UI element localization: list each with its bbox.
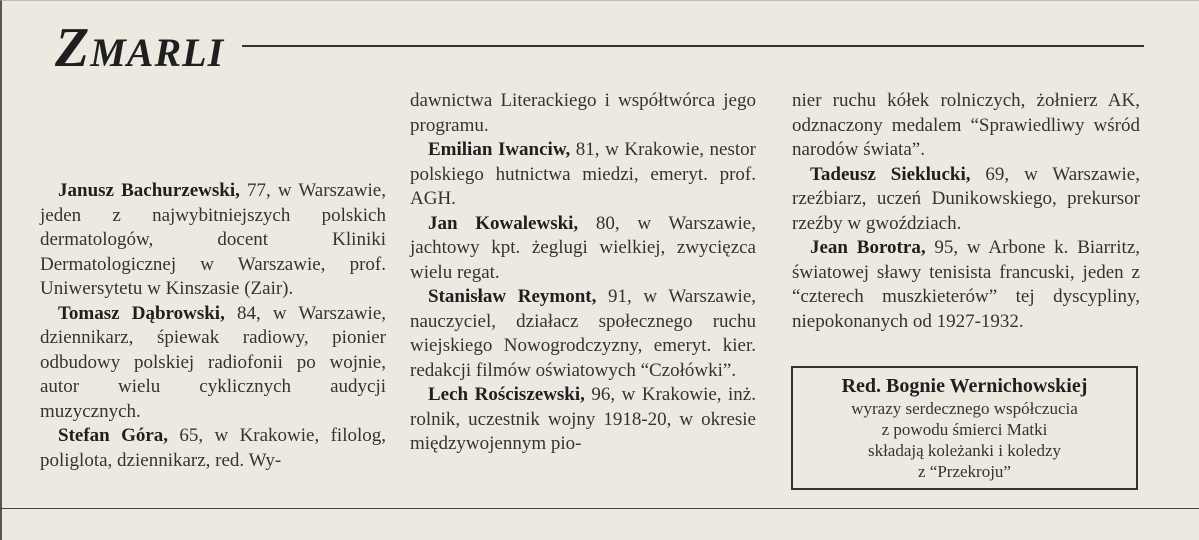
entry-continuation: dawnictwa Literackiego i współtwórca jego programu. xyxy=(410,90,756,136)
entry-name: Stefan Góra, xyxy=(58,425,169,446)
obituary-entry xyxy=(40,424,386,473)
obituary-entry xyxy=(410,138,756,212)
obituary-entry xyxy=(410,383,756,457)
column-3 xyxy=(792,89,1140,334)
entry-name: Tomasz Dąbrowski, xyxy=(58,302,225,324)
entry-text: 69, w Warszawie, rzeźbiarz, uczeń Dunikowskiego, prekursor rzeźby w gwoździach. xyxy=(792,163,1140,234)
entry-text: 77, w Warszawie, jeden z najwybitniejszych polskich dermatologów, docent Kliniki Dermatologicznej w Warszawie, prof. Uniwersytetu w Kinszasie (Zair). xyxy=(40,180,386,299)
entry-text: 65, w Krakowie, filolog, poliglota, dziennikarz, red. Wy- xyxy=(40,425,386,471)
entry-name: Jan Kowalewski, xyxy=(428,212,579,234)
notice-line: z powodu śmierci Matki xyxy=(881,420,1048,439)
entry-text: 81, w Krakowie, nestor polskiego hutnictwa miedzi, emeryt. prof. AGH. xyxy=(410,139,756,209)
entry-name: Janusz Bachurzewski, xyxy=(58,180,240,201)
obituary-entry xyxy=(792,236,1140,334)
obituary-entry xyxy=(40,179,386,302)
obituary-entry xyxy=(792,163,1140,237)
entry-name: Tadeusz Sieklucki, xyxy=(810,163,971,185)
notice-line: wyrazy serdecznego współczucia xyxy=(851,399,1078,418)
entry-name: Lech Rościszewski, xyxy=(428,384,585,405)
bottom-rule xyxy=(0,508,1199,509)
notice-title: Red. Bognie Wernichowskiej xyxy=(841,375,1088,397)
heading-rest: MARLI xyxy=(90,30,225,75)
obituary-entry xyxy=(40,302,386,425)
section-heading xyxy=(55,16,224,80)
entry-name: Stanisław Reymont, xyxy=(428,286,597,307)
notice-line: składają koleżanki i koledzy xyxy=(867,441,1062,460)
entry-text: 80, w Warszawie, jachtowy kpt. żeglugi wielkiej, zwycięzca wielu regat. xyxy=(410,212,756,283)
heading-initial: Z xyxy=(55,17,91,79)
entry-text: 84, w Warszawie, dziennikarz, śpiewak radiowy, pionier odbudowy polskiej radiofonii po wojnie, autor wielu cyklicznych audycji muzycznych. xyxy=(40,302,387,422)
entry-text: 91, w Warszawie, nauczyciel, działacz społecznego ruchu wiejskiego Nowogrodczyzny, emeryt. kier. redakcji filmów oświatowych “Czołówki”. xyxy=(410,286,756,381)
obituary-entry xyxy=(410,212,756,286)
entry-continuation: nier ruchu kółek rolniczych, żołnierz AK, odznaczony medalem “Sprawiedliwy wśród narodów świata”. xyxy=(792,90,1140,160)
notice-line: z “Przekroju” xyxy=(918,462,1011,481)
entry-name: Jean Borotra, xyxy=(810,237,926,258)
column-2 xyxy=(410,89,756,457)
entry-text: 96, w Krakowie, inż. rolnik, uczestnik wojny 1918-20, w okresie międzywojennym pio- xyxy=(410,384,756,454)
obituary-entry xyxy=(410,285,756,383)
entry-name: Emilian Iwanciw, xyxy=(428,139,571,160)
condolence-notice xyxy=(791,366,1138,490)
column-1 xyxy=(40,179,386,473)
heading-rule xyxy=(242,45,1144,47)
entry-text: 95, w Arbone k. Biarritz, światowej sławy tenisista francuski, jeden z “czterech muszkieterów” tej dyscypliny, niepokonanych od 1927-1932. xyxy=(792,237,1140,332)
